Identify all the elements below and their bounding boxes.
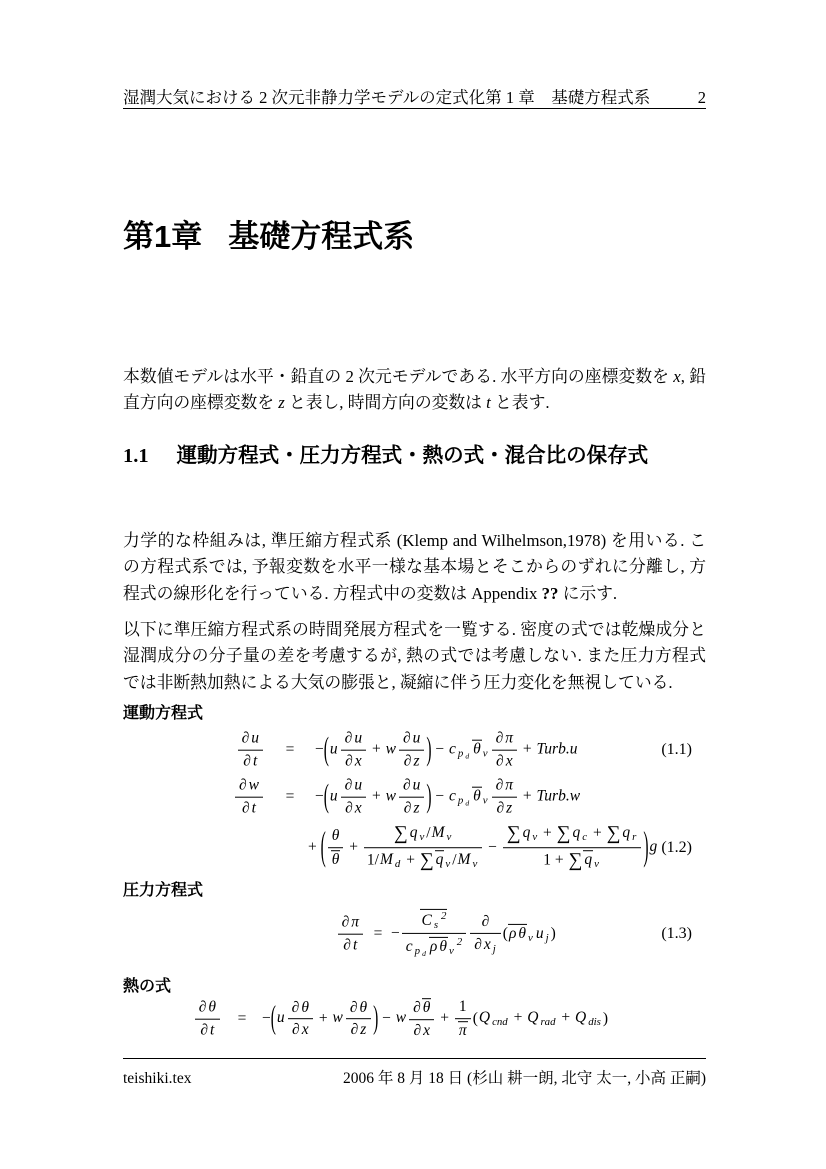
- equation-rhs: −(u $\frac{\partial u}{\partial x}$ + w $\frac{\partial u}{\partial z}$ ) − c p d θ v $\frac{\partial \pi}{\partial z}$ + Turb.w: [315, 776, 581, 817]
- equation-label-pressure: 圧力方程式: [123, 882, 204, 899]
- equation-lhs: $\frac{\partial \theta}{\partial t}$: [123, 999, 222, 1040]
- equation-lhs: $\frac{\partial \pi}{\partial t}$: [123, 914, 365, 955]
- equation-lhs: $\frac{\partial w}{\partial t}$: [123, 777, 265, 818]
- header-rule: [123, 108, 706, 109]
- equals-sign: =: [285, 741, 295, 758]
- running-doc-title: 湿潤大気における 2 次元非静力学モデルの定式化: [123, 88, 486, 107]
- page-number: 2: [697, 88, 706, 107]
- chapter-number: 第1章: [123, 219, 203, 254]
- equation-heat: [123, 996, 706, 1042]
- equation-1-2-line-1: [123, 776, 706, 818]
- running-head: [123, 84, 650, 108]
- paragraph-framework: 力学的な枠組みは, 準圧縮方程式系 (Klemp and Wilhelmson,1978) を用いる. この方程式系では, 予報変数を水平一様な基本場とそこからのずれに分離し, 方程式の線形化を行っている. 方程式中の変数は Appendix ?? に示す.: [123, 530, 706, 603]
- equation-1-3: [123, 908, 706, 960]
- section-title: 運動方程式・圧力方程式・熱の式・混合比の保存式: [176, 444, 649, 467]
- equals-sign: =: [373, 925, 383, 942]
- footer-filename: teishiki.tex: [123, 1070, 192, 1087]
- equation-number-1-3: (1.3): [661, 925, 692, 942]
- running-chapter: 第 1 章 基礎方程式系: [485, 88, 651, 107]
- equation-1-1: [123, 727, 706, 773]
- page-header: [123, 84, 706, 108]
- equation-rhs: + ( $\frac{\theta}{\theta}$ + $\frac{\text{∑ q v /M v}}{\text{1/M d + ∑ q v /M v}}$ − $\frac{\text{∑ q v + ∑ q c + ∑ q r}}{\text{1 + ∑ q v}}$ )g: [308, 823, 658, 872]
- section-number: 1.1: [123, 445, 149, 467]
- equation-1-2-line-2: [123, 820, 706, 876]
- equals-sign: =: [285, 788, 295, 805]
- equals-sign: =: [237, 1010, 247, 1027]
- section-heading: [123, 444, 706, 469]
- text-column: [123, 0, 706, 1169]
- footer-rule: [123, 1058, 706, 1059]
- paragraph-overview: 以下に準圧縮方程式系の時間発展方程式を一覧する. 密度の式では乾燥成分と湿潤成分の分子量の差を考慮するが, 熱の式では考慮しない. また圧力方程式では非断熱加熱による大気の膨張と, 凝縮に伴う圧力変化を無視している.: [123, 619, 706, 692]
- equation-lhs: $\frac{\partial u}{\partial t}$: [123, 730, 265, 771]
- equation-number-1-1: (1.1): [661, 741, 692, 758]
- footer-date-authors: 2006 年 8 月 18 日 (杉山 耕一朗, 北守 太一, 小高 正嗣): [343, 1070, 706, 1087]
- equation-rhs: −(u $\frac{\partial u}{\partial x}$ + w $\frac{\partial u}{\partial z}$ ) − c p d θ v $\frac{\partial \pi}{\partial x}$ + Turb.u: [315, 729, 578, 770]
- page-footer: [123, 1066, 706, 1088]
- equation-label-motion: 運動方程式: [123, 705, 204, 722]
- chapter-heading: [123, 218, 706, 255]
- equation-label-heat: 熱の式: [123, 978, 172, 995]
- paragraph-intro: 本数値モデルは水平・鉛直の 2 次元モデルである. 水平方向の座標変数を x, 鉛直方向の座標変数を z と表し, 時間方向の変数は t と表す.: [123, 366, 706, 413]
- equation-rhs: − C $s^2$ c p d ρ θ $v^2$ ∂ ∂ x j (ρ θ v u j ): [391, 909, 556, 959]
- chapter-title: 基礎方程式系: [228, 219, 415, 254]
- equation-rhs: −(u $\frac{\partial \theta}{\partial x}$ + w $\frac{\partial \theta}{\partial z}$ ) − w $\frac{\partial \theta}{\partial x}$ + $\frac{1}{\pi}$ (Q cnd + Q rad + Q dis ): [262, 998, 609, 1039]
- equation-number-1-2: (1.2): [661, 839, 692, 856]
